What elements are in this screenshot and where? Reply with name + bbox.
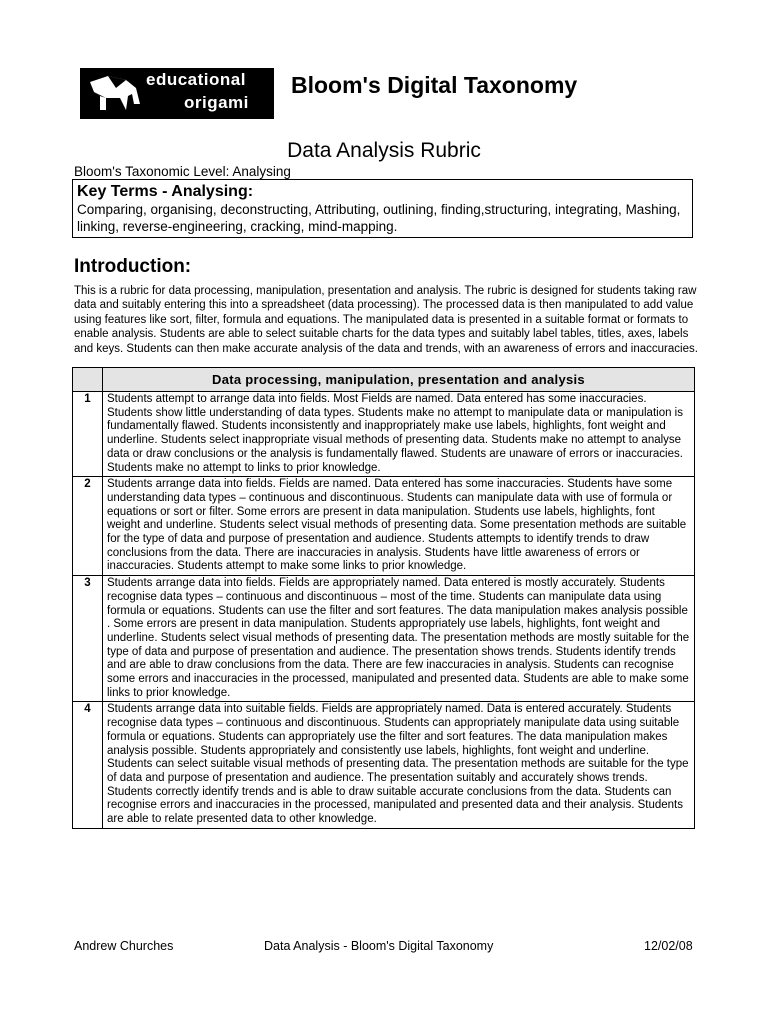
rubric-descriptor: Students attempt to arrange data into fields. Most Fields are named. Data entered has some inaccuracies. Students show little understanding of data types. Students make no attempt to manipulate data or manipulation is fundamentally flawed. Students inconsistently and inappropriately make use labels, highlights, font weight and underline. Students select inappropriate visual methods of presenting data. Students make no attempt to analyse data or draw conclusions or the analysis is fundamentally flawed. Students are unaware of errors or inaccuracies. Students make no attempt to links to prior knowledge. [103,392,695,477]
logo-text-line1: educational [146,70,246,89]
elephant-origami-icon [86,74,142,114]
rubric-row [73,702,695,828]
rubric-header: Data processing, manipulation, presentation and analysis [103,368,695,392]
logo-text-line2: origami [184,93,249,112]
rubric-descriptor: Students arrange data into fields. Fields are named. Data entered has some inaccuracies. Students have some understanding data types – continuous and discontinuous. Students can manipulate data with use of formula or equations or sort or filter. Some errors are present in data manipulation. Students use labels, highlights, font weight and underline. Students select visual methods of presenting data. Some presentation methods are suitable for the type of data and purpose of presentation and audience. Students attempts to identify trends to draw conclusions from the data. There are inaccuracies in analysis. Students have little awareness of errors or inaccuracies. Students attempt to make some links to prior knowledge. [103,477,695,576]
introduction-text: This is a rubric for data processing, manipulation, presentation and analysis. The rubric is designed for students taking raw data and suitably entering this into a spreadsheet (data processing). The processed data is then manipulated to add value using features like sort, filter, formula and equations. The manipulated data is presented in a suitable format or formats to enable analysis. Students are able to select suitable charts for the data types and suitably label tables, titles, axes, labels and keys. Students can then make accurate analysis of the data and trends, with an awareness of errors and inaccuracies. [74,285,698,355]
footer-document-name: Data Analysis - Bloom's Digital Taxonomy [264,939,494,953]
rubric-level: 2 [73,477,103,576]
rubric-row [73,392,695,477]
rubric-row [73,477,695,576]
document-title: Bloom's Digital Taxonomy [291,72,578,98]
document-subtitle: Data Analysis Rubric [287,139,481,162]
footer-date: 12/02/08 [644,939,693,953]
key-terms-box [72,179,693,238]
key-terms-heading: Key Terms - Analysing: [77,183,254,200]
rubric-row [73,576,695,702]
rubric-table [72,367,695,829]
rubric-corner-cell [73,368,103,392]
rubric-level: 3 [73,576,103,702]
rubric-descriptor: Students arrange data into fields. Fields are appropriately named. Data entered is mostly accurately. Students recognise data types – continuous and discontinuous – most of the time. Students can manipulate data using formula or equations. Students can use the filter and sort features. The data manipulation makes analysis possible . Some errors are present in data manipulation. Students appropriately use labels, highlights, font weight and underline. Students select visual methods of presenting data. The presentation methods are mostly suitable for the type of data and purpose of presentation and audience. The presentation shows trends. Students identify trends and are able to draw conclusions from the data. There are few inaccuracies in analysis. Students can recognise some errors and inaccuracies in the processed, manipulated and presented data. Students are able to make some links to prior knowledge. [103,576,695,702]
rubric-descriptor: Students arrange data into suitable fields. Fields are appropriately named. Data is entered accurately. Students recognise data types – continuous and discontinuous. Students can appropriately manipulate data using suitable formula or equations. Students can appropriately use the filter and sort features. The data manipulation makes analysis possible. Students appropriately and consistently use labels, highlights, font weight and underline. Students can select suitable visual methods of presenting data. The presentation methods are suitable for the type of data and purpose of presentation and audience. The presentation suitably and accurately shows trends. Students correctly identify trends and is able to draw suitable accurate conclusions from the data. Students can recognise errors and inaccuracies in the processed, manipulated and presented data and their analysis. Students are able to relate presented data to other knowledge. [103,702,695,828]
footer-author: Andrew Churches [74,939,174,953]
rubric-level: 1 [73,392,103,477]
introduction-heading: Introduction: [74,256,192,277]
educational-origami-logo [80,68,274,119]
rubric-level: 4 [73,702,103,828]
rubric-header-row [73,368,695,392]
key-terms-text: Comparing, organising, deconstructing, Attributing, outlining, finding,structuring, integrating, Mashing, linking, reverse-engineering, cracking, mind-mapping. [77,202,681,234]
taxonomic-level: Bloom's Taxonomic Level: Analysing [74,164,291,179]
